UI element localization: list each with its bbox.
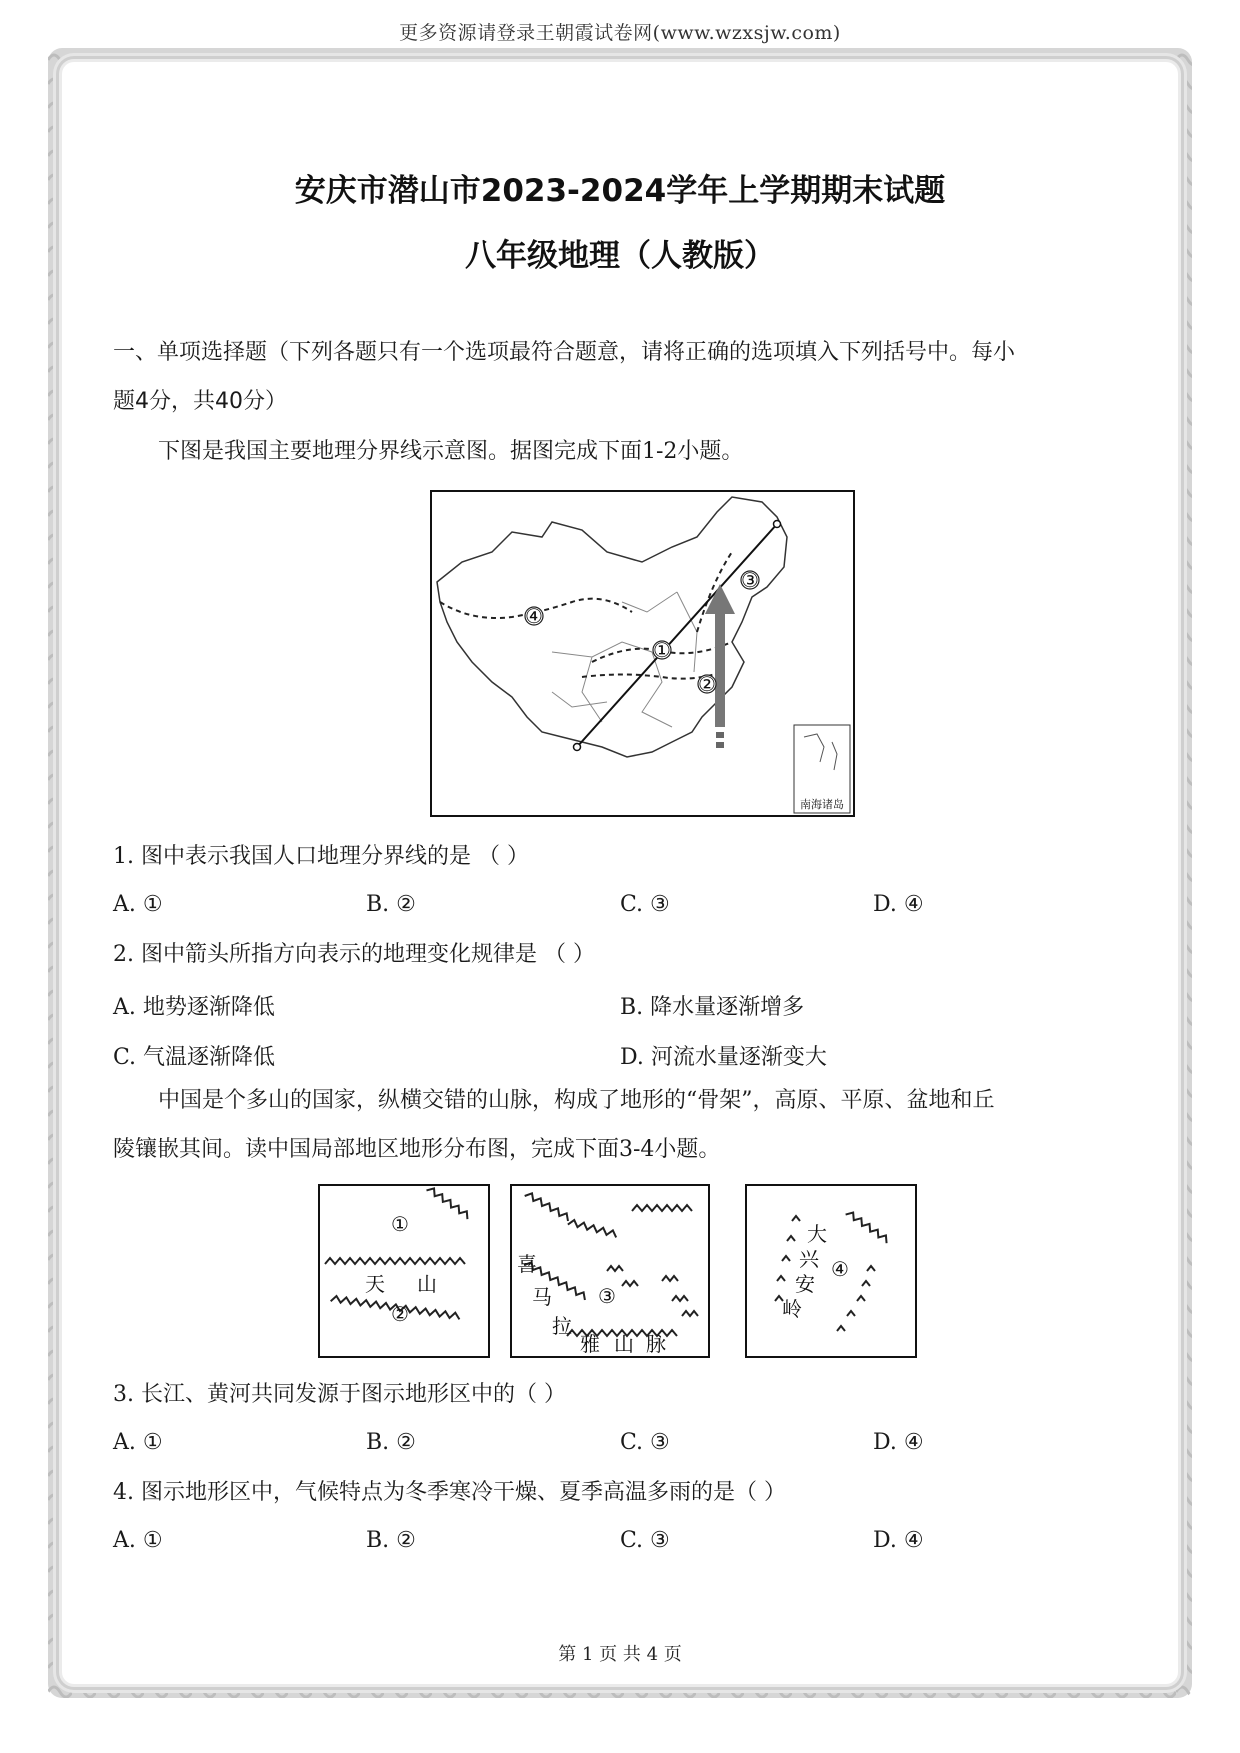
terrain-panel-1	[318, 1184, 490, 1358]
q2-option-a: A. 地势逐渐降低	[113, 995, 275, 1020]
boundary-line-3	[697, 552, 732, 632]
q1-option-c: C. ③	[620, 892, 670, 917]
q2-option-d: D. 河流水量逐渐变大	[620, 1045, 827, 1070]
svg-text:山: 山	[614, 1332, 634, 1356]
svg-text:天: 天	[365, 1272, 385, 1296]
q1-option-b: B. ②	[366, 892, 416, 917]
svg-text:④: ④	[525, 604, 543, 628]
section-heading-line1: 一、单项选择题（下列各题只有一个选项最符合题意，请将正确的选项填入下列括号中。每小	[113, 340, 1016, 365]
svg-text:雅: 雅	[580, 1332, 600, 1356]
svg-text:②: ②	[391, 1302, 409, 1326]
svg-text:大: 大	[807, 1222, 827, 1246]
terrain-panel-2	[510, 1184, 710, 1358]
intro-paragraph-1: 下图是我国主要地理分界线示意图。据图完成下面1-2小题。	[158, 439, 744, 464]
svg-text:④: ④	[831, 1257, 849, 1281]
svg-text:拉: 拉	[552, 1314, 572, 1338]
svg-text:岭: 岭	[782, 1297, 802, 1321]
q4-option-a: A. ①	[113, 1528, 163, 1553]
china-map-drawing	[432, 492, 853, 815]
terrain-panel-3	[745, 1184, 917, 1358]
q3-option-a: A. ①	[113, 1430, 163, 1455]
svg-text:①: ①	[391, 1212, 409, 1236]
q4-option-b: B. ②	[366, 1528, 416, 1553]
svg-text:②: ②	[698, 672, 716, 696]
svg-text:脉: 脉	[646, 1332, 666, 1356]
q1-option-d: D. ④	[873, 892, 924, 917]
question-3-stem: 3. 长江、黄河共同发源于图示地形区中的（ ）	[113, 1382, 566, 1407]
svg-text:①: ①	[653, 638, 671, 662]
q4-option-c: C. ③	[620, 1528, 670, 1553]
svg-text:兴: 兴	[799, 1247, 819, 1271]
question-4-stem: 4. 图示地形区中，气候特点为冬季寒冷干燥、夏季高温多雨的是（ ）	[113, 1480, 786, 1505]
top-note: 更多资源请登录王朝霞试卷网(www.wzxsjw.com)	[399, 22, 841, 44]
intro-paragraph-2-line2: 陵镶嵌其间。读中国局部地区地形分布图，完成下面3-4小题。	[113, 1137, 721, 1162]
question-2-stem: 2. 图中箭头所指方向表示的地理变化规律是 （ ）	[113, 942, 595, 967]
south-sea-inset	[794, 725, 850, 813]
page-subtitle: 八年级地理（人教版）	[465, 238, 775, 274]
intro-paragraph-2-line1: 中国是个多山的国家，纵横交错的山脉，构成了地形的“骨架”，高原、平原、盆地和丘	[158, 1088, 995, 1113]
svg-text:③: ③	[741, 568, 759, 592]
svg-text:山: 山	[417, 1272, 437, 1296]
q2-option-c: C. 气温逐渐降低	[113, 1045, 276, 1070]
q3-option-d: D. ④	[873, 1430, 924, 1455]
q1-option-a: A. ①	[113, 892, 163, 917]
section-heading-line2: 题4分，共40分）	[113, 389, 287, 414]
svg-text:喜: 喜	[517, 1252, 537, 1276]
q2-option-b: B. 降水量逐渐增多	[620, 995, 805, 1020]
svg-text:安: 安	[795, 1272, 815, 1296]
arrow	[705, 584, 735, 748]
svg-text:马: 马	[532, 1285, 552, 1309]
page-footer: 第 1 页 共 4 页	[558, 1644, 682, 1665]
china-outline	[437, 497, 787, 757]
province-lines	[552, 592, 697, 727]
svg-text:③: ③	[598, 1284, 616, 1308]
q3-option-c: C. ③	[620, 1430, 670, 1455]
question-1-stem: 1. 图中表示我国人口地理分界线的是 （ ）	[113, 844, 529, 869]
q3-option-b: B. ②	[366, 1430, 416, 1455]
q4-option-d: D. ④	[873, 1528, 924, 1553]
hu-line	[577, 524, 777, 747]
page-title: 安庆市潜山市2023-2024学年上学期期末试题	[294, 173, 946, 209]
svg-text:南海诸岛: 南海诸岛	[800, 798, 844, 811]
china-boundary-map	[430, 490, 855, 817]
